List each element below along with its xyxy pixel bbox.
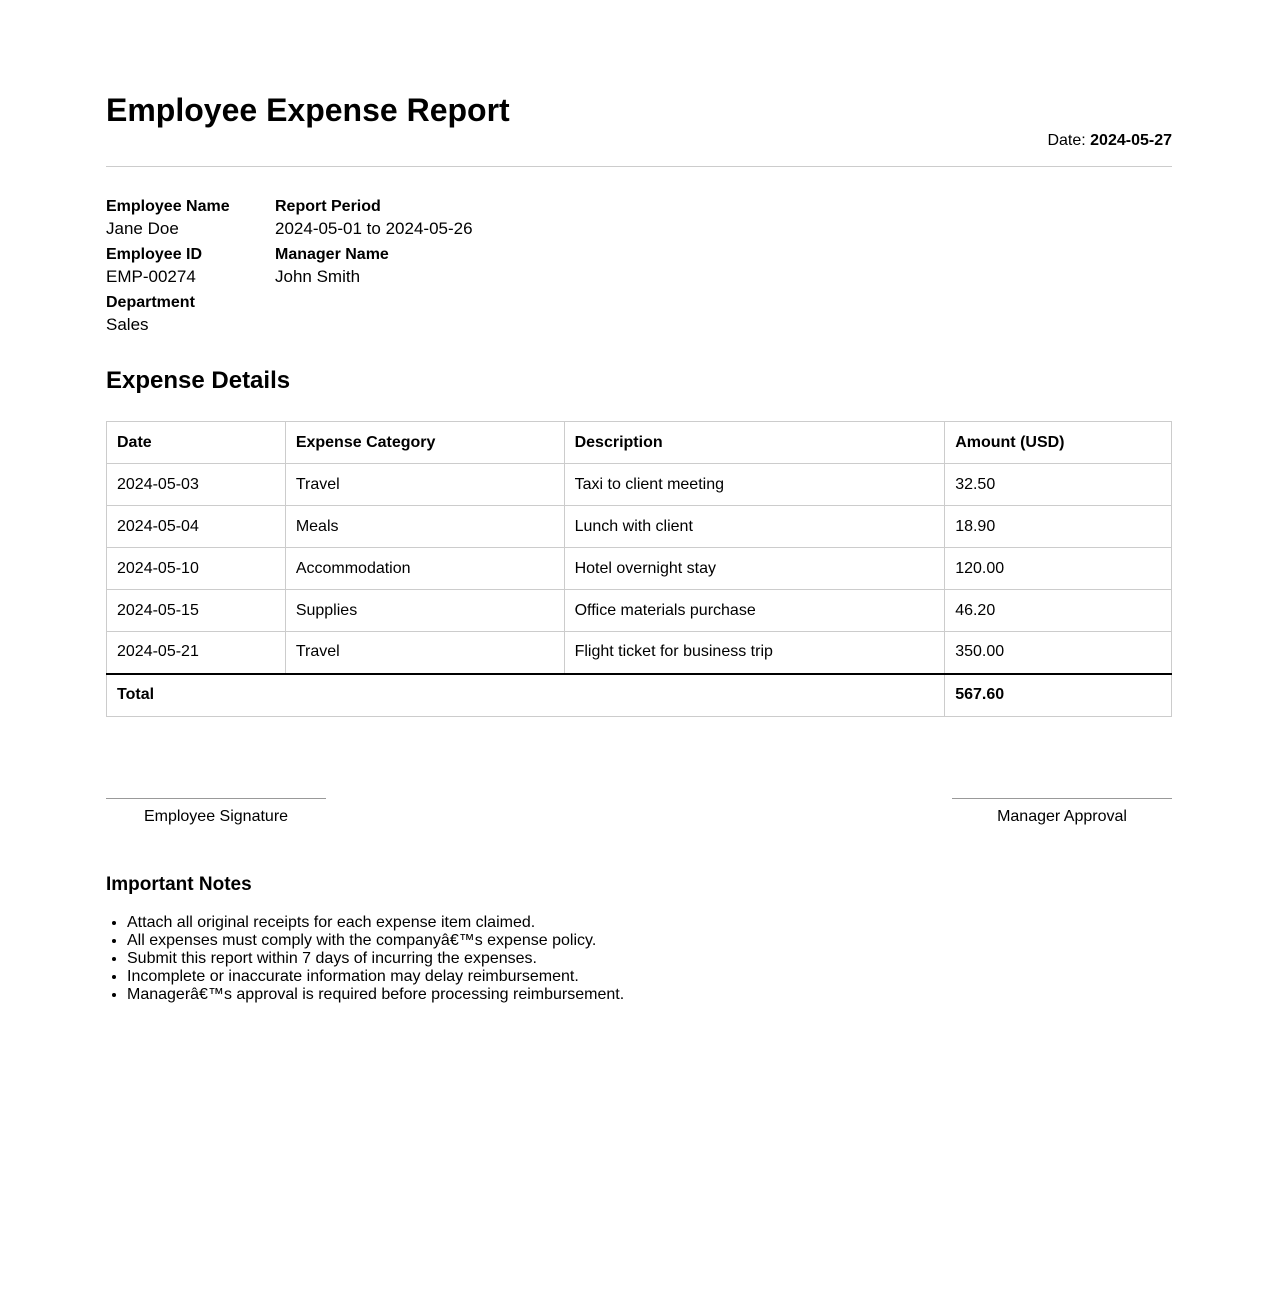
employee-name-label: Employee Name [106,198,230,215]
cell-amount: 120.00 [945,548,1172,590]
cell-date: 2024-05-21 [107,632,286,674]
total-label: Total [107,674,945,717]
cell-category: Meals [285,506,564,548]
cell-date: 2024-05-04 [107,506,286,548]
employee-id-label: Employee ID [106,246,203,263]
report-date-value: 2024-05-27 [1090,132,1172,149]
table-row [107,632,1172,674]
manager-name-value: John Smith [275,267,361,286]
report-period-field [275,197,575,241]
report-period-label: Report Period [275,198,381,215]
column-header-date: Date [107,422,286,464]
manager-approval-line [952,798,1172,827]
cell-description: Flight ticket for business trip [564,632,945,674]
table-row [107,464,1172,506]
department-value: Sales [106,315,149,334]
column-header-description: Description [564,422,945,464]
report-date-label: Date: [1047,132,1086,149]
employee-signature-line [106,798,326,827]
list-item: • Incomplete or inaccurate information may delay reimbursement. [127,968,624,986]
employee-id-value: EMP-00274 [106,267,196,286]
department-field [106,293,276,337]
list-item: • Attach all original receipts for each expense item claimed. [127,914,624,932]
list-item: • Submit this report within 7 days of incurring the expenses. [127,950,624,968]
total-row [107,674,1172,717]
manager-name-field [275,245,575,289]
manager-approval-label: Manager Approval [997,808,1127,825]
cell-date: 2024-05-15 [107,590,286,632]
report-period-value: 2024-05-01 to 2024-05-26 [275,219,473,238]
cell-amount: 32.50 [945,464,1172,506]
cell-category: Supplies [285,590,564,632]
cell-description: Taxi to client meeting [564,464,945,506]
cell-category: Travel [285,632,564,674]
cell-date: 2024-05-03 [107,464,286,506]
expense-table [106,421,1172,717]
list-item: • Managerâ€™s approval is required before processing reimbursement. [127,986,624,1004]
page-title: Employee Expense Report [106,92,510,128]
expense-details-title: Expense Details [106,367,291,394]
employee-name-value: Jane Doe [106,219,179,238]
employee-id-field [106,245,276,289]
cell-date: 2024-05-10 [107,548,286,590]
notes-list [106,914,624,1004]
table-header-row [107,422,1172,464]
column-header-category: Expense Category [285,422,564,464]
cell-description: Hotel overnight stay [564,548,945,590]
table-row [107,590,1172,632]
column-header-amount: Amount (USD) [945,422,1172,464]
employee-info [106,197,706,347]
report-date [1047,131,1172,151]
notes-title: Important Notes [106,874,252,895]
table-row [107,506,1172,548]
cell-amount: 46.20 [945,590,1172,632]
department-label: Department [106,294,195,311]
cell-amount: 350.00 [945,632,1172,674]
report-header [106,0,1172,167]
cell-category: Accommodation [285,548,564,590]
cell-description: Lunch with client [564,506,945,548]
cell-description: Office materials purchase [564,590,945,632]
expense-report-page [106,0,1172,1003]
manager-name-label: Manager Name [275,246,389,263]
table-row [107,548,1172,590]
cell-category: Travel [285,464,564,506]
employee-signature-label: Employee Signature [143,808,289,825]
cell-amount: 18.90 [945,506,1172,548]
total-amount: 567.60 [945,674,1172,717]
employee-name-field [106,197,276,241]
list-item: • All expenses must comply with the companyâ€™s expense policy. [127,932,624,950]
